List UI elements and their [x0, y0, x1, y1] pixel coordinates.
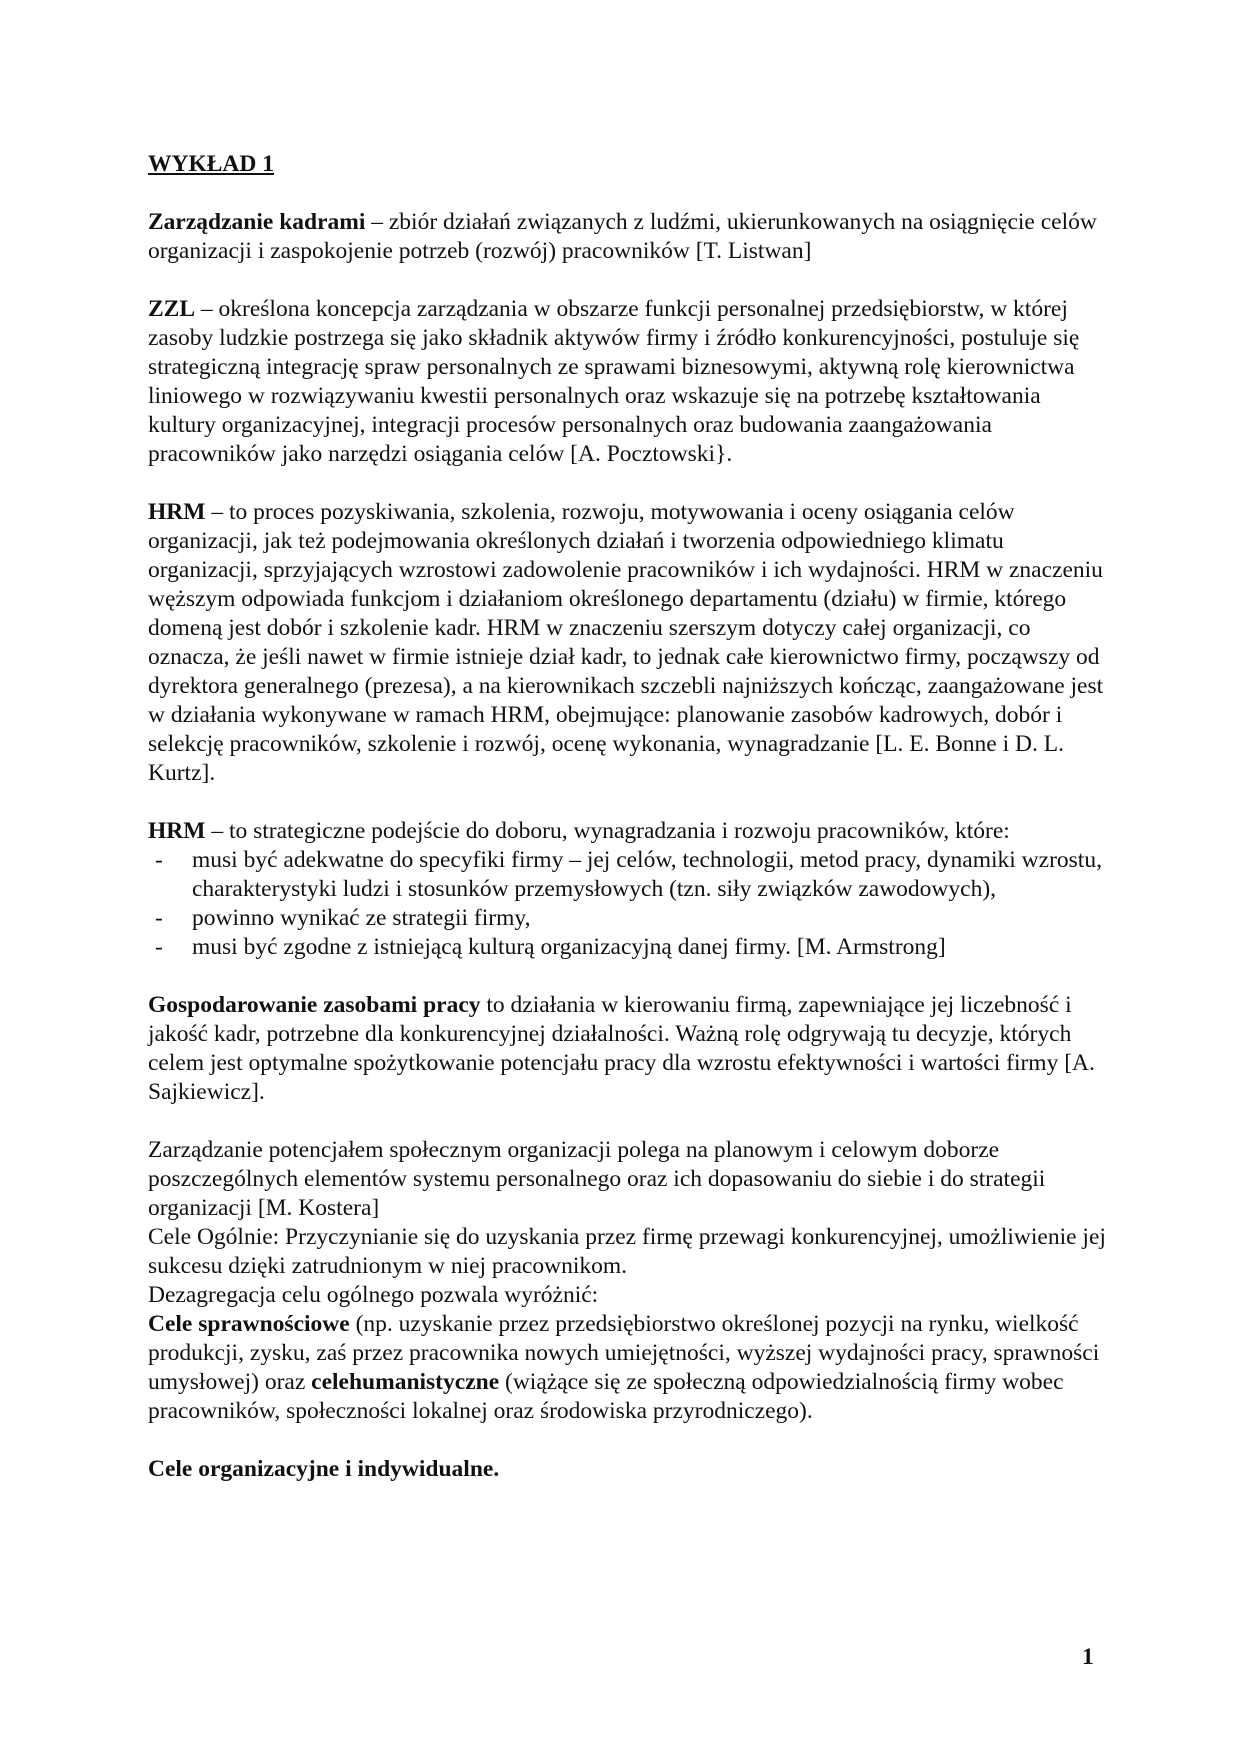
- list-item-text: powinno wynikać ze strategii firmy,: [192, 905, 531, 931]
- definition-text: to działania w kierowaniu firmą, zapewniające jej liczebność i jakość kadr, potrzebne dla konkurencyjnej działalności. Ważną rolę odgrywają tu decyzje, których celem jest optymalne spożytkowanie potencjału pracy dla wzrostu efektywności i wartości firmy [A. Sajkiewicz].: [148, 992, 1095, 1105]
- page-content: [148, 150, 1108, 1513]
- definition-hrm-1: [148, 498, 1108, 788]
- list-item: [148, 933, 1108, 962]
- section-heading: [148, 1455, 1108, 1484]
- hrm-requirements-list: [148, 846, 1108, 962]
- paragraph-text: (wiążące się ze społeczną odpowiedzialnością firmy wobec pracowników, społeczności lokalnej oraz środowiska przyrodniczego).: [148, 1369, 1064, 1424]
- paragraph-cele-ogolnie: Cele Ogólnie: Przyczynianie się do uzyskania przez firmę przewagi konkurencyjnej, umożliwienie jej sukcesu dzięki zatrudnionym w niej pracownikom.: [148, 1224, 1106, 1279]
- definition-text: – zbiór działań związanych z ludźmi, ukierunkowanych na osiągnięcie celów organizacji i zaspokojenie potrzeb (rozwój) pracowników [T. Listwan]: [148, 209, 1097, 264]
- list-item-text: musi być zgodne z istniejącą kulturą organizacyjną danej firmy. [M. Armstrong]: [192, 934, 946, 960]
- dash-bullet: -: [155, 934, 163, 960]
- term: Gospodarowanie zasobami pracy: [148, 992, 481, 1018]
- definition-zzl: [148, 295, 1108, 469]
- definition-gospodarowanie: [148, 991, 1108, 1107]
- definition-text: – określona koncepcja zarządzania w obszarze funkcji personalnej przedsiębiorstw, w której zasoby ludzkie postrzega się jako składnik aktywów firmy i źródło konkurencyjności, postuluje się strategiczną integrację spraw personalnych ze sprawami biznesowymi, aktywną rolę kierownictwa liniowego w rozwiązywaniu kwestii personalnych oraz wskazuje się na potrzebę kształtowania kultury organizacyjnej, integracji procesów personalnych oraz budowania zaangażowania pracowników jako narzędzi osiągania celów [A. Pocztowski}.: [148, 296, 1080, 467]
- list-item: [148, 846, 1108, 904]
- dash-bullet: -: [155, 905, 163, 931]
- dash-bullet: -: [155, 847, 163, 873]
- page-number: 1: [1082, 1644, 1094, 1670]
- definition-text: – to proces pozyskiwania, szkolenia, rozwoju, motywowania i oceny osiągania celów organizacji, jak też podejmowania określonych działań i tworzenia odpowiedniego klimatu organizacji, sprzyjających wzrostowi zadowolenie pracowników i ich wydajności. HRM w znaczeniu węższym odpowiada funkcjom i działaniom określonego departamentu (działu) w firmie, którego domeną jest dobór i szkolenie kadr. HRM w znaczeniu szerszym dotyczy całej organizacji, co oznacza, że jeśli nawet w firmie istnieje dział kadr, to jednak całe kierownictwo firmy, począwszy od dyrektora generalnego (prezesa), a na kierownikach szczebli najniższych kończąc, zaangażowane jest w działania wykonywane w ramach HRM, obejmujące: planowanie zasobów kadrowych, dobór i selekcję pracowników, szkolenie i rozwój, ocenę wykonania, wynagradzanie [L. E. Bonne i D. L. Kurtz].: [148, 499, 1104, 786]
- heading-text: Cele organizacyjne i indywidualne.: [148, 1456, 500, 1482]
- term: Zarządzanie kadrami: [148, 209, 366, 235]
- definition-text: – to strategiczne podejście do doboru, wynagradzania i rozwoju pracowników, które:: [205, 818, 1010, 844]
- term: HRM: [148, 499, 206, 525]
- list-item-text: musi być adekwatne do specyfiki firmy – jej celów, technologii, metod pracy, dynamiki wzrostu, charakterystyki ludzi i stosunków przemysłowych (tzn. siły związków zawodowych),: [192, 847, 1102, 902]
- term: Cele sprawnościowe: [148, 1311, 350, 1337]
- term: celehumanistyczne: [311, 1369, 500, 1395]
- definition-hrm-2: [148, 817, 1108, 846]
- term: HRM: [148, 818, 206, 844]
- list-item: [148, 904, 1108, 933]
- paragraph-potencjal-spoleczny: Zarządzanie potencjałem społecznym organizacji polega na planowym i celowym doborze poszczególnych elementów systemu personalnego oraz ich dopasowaniu do siebie i do strategii organizacji [M. Kostera]: [148, 1137, 1046, 1221]
- lecture-title: WYKŁAD 1: [148, 151, 274, 177]
- definition-zarzadzanie-kadrami: [148, 208, 1108, 266]
- term: ZZL: [148, 296, 196, 322]
- paragraph-dezagregacja: Dezagregacja celu ogólnego pozwala wyróżnić:: [148, 1282, 599, 1308]
- paragraph-text: (np. uzyskanie przez przedsiębiorstwo określonej pozycji na rynku, wielkość produkcji, zysku, zaś przez pracownika nowych umiejętności, wyższej wydajności pracy, sprawności umysłowej) oraz: [148, 1311, 1100, 1395]
- paragraph-cele-sprawnosciowe: [148, 1310, 1108, 1426]
